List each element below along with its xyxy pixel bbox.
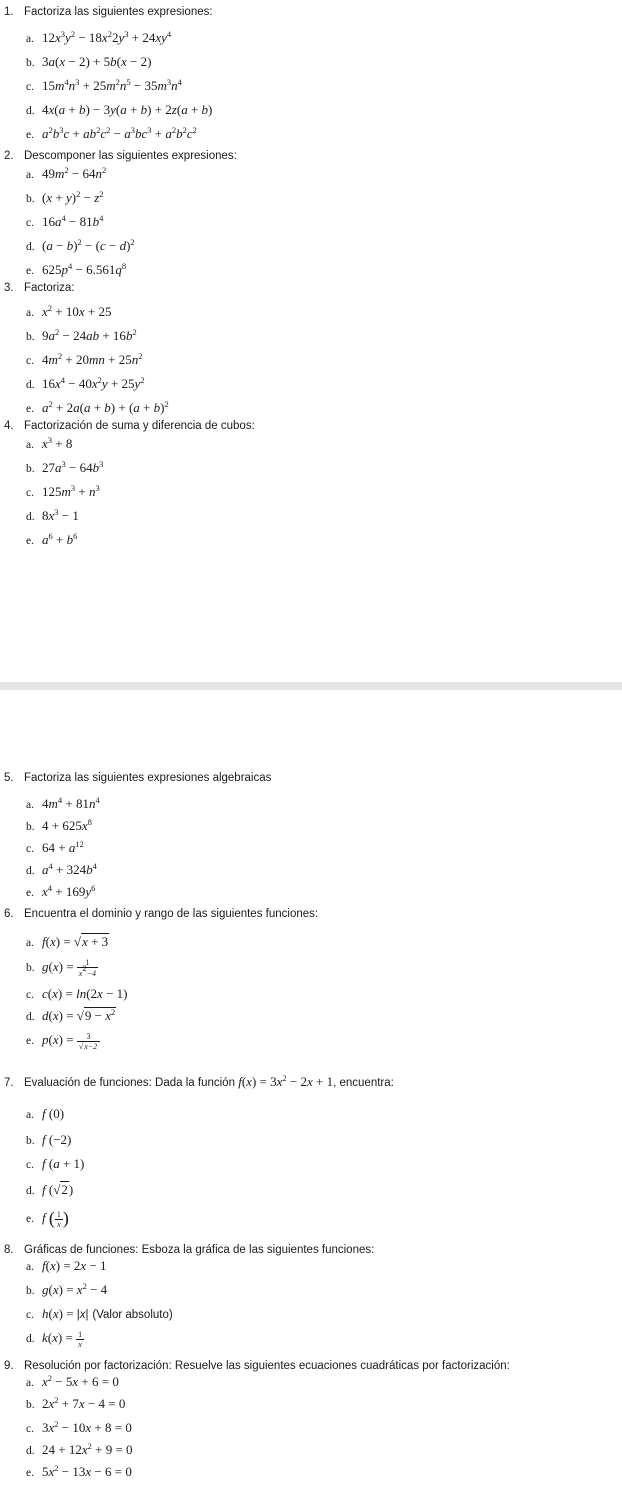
math-expression: f (0) (42, 1106, 65, 1121)
question-number: 1. (4, 6, 14, 18)
list-item: c. $64 + a^{12}$ (26, 839, 84, 855)
math-expression: 4x(a + b) − 3y(a + b) + 2z(a + b) (42, 102, 213, 117)
list-item: a. f(x) = 2x − 1 (26, 1258, 107, 1273)
math-expression: f (−2) (42, 1132, 72, 1147)
math-expression: $27a^3 - 64b^3$ (42, 459, 104, 475)
math-expression: f ( $\frac{1}{x}$ ) (42, 1208, 69, 1229)
math-expression: $2x^2 + 7x - 4 = 0$ (42, 1395, 126, 1411)
list-item: b. $(x + y)^2 - z^2$ (26, 189, 104, 205)
question-4-heading (4, 420, 255, 432)
list-item: d. 4x(a + b) − 3y(a + b) + 2z(a + b) (26, 102, 213, 117)
math-expression: $a^6 + b^6$ (42, 531, 78, 547)
question-title: Evaluación de funciones: Dada la función (24, 1077, 235, 1089)
math-expression: $625p^4 - 6.561q^8$ (42, 261, 127, 277)
list-item: c. $125m^3 + n^3$ (26, 483, 100, 499)
question-9-heading (4, 1360, 510, 1372)
math-expression: $9a^2 - 24ab + 16b^2$ (42, 327, 137, 343)
question-number: 8. (4, 1244, 14, 1256)
math-expression: $8x^3 - 1$ (42, 507, 79, 523)
math-expression: $64 + a^{12}$ (42, 839, 84, 855)
list-item: c. $15m^4n^3 + 25m^2n^5 - 35m^3n^4$ (26, 77, 182, 93)
math-expression: $5x^2 - 13x - 6 = 0$ (42, 1463, 132, 1479)
list-item: d. $8x^3 - 1$ (26, 507, 79, 523)
list-item: d. $24 + 12x^2 + 9 = 0$ (26, 1441, 133, 1457)
list-item: b. $27a^3 - 64b^3$ (26, 459, 104, 475)
question-title: Descomponer las siguientes expresiones: (24, 150, 237, 162)
question-title: Factorización de suma y diferencia de cubos: (24, 420, 255, 432)
page-separator (0, 682, 622, 690)
page-2 (0, 690, 622, 1486)
list-item: e. $a^6 + b^6$ (26, 531, 78, 547)
list-item: c. $3x^2 - 10x + 8 = 0$ (26, 1419, 132, 1435)
math-expression: $a^2 + 2a(a + b) + (a + b)^2$ (42, 399, 169, 415)
math-expression: f(x) = 2x − 1 (42, 1258, 107, 1273)
question-6-heading (4, 908, 318, 920)
question-8-heading (4, 1244, 374, 1256)
question-number: 2. (4, 150, 14, 162)
note: (Valor absoluto) (92, 1309, 173, 1321)
question-number: 7. (4, 1077, 14, 1089)
list-item: a. $x^2 - 5x + 6 = 0$ (26, 1373, 119, 1389)
math-expression: $15m^4n^3 + 25m^2n^5 - 35m^3n^4$ (42, 77, 182, 93)
math-expression: $x^2 - 5x + 6 = 0$ (42, 1373, 119, 1389)
list-item: a. $12x^3y^2 - 18x^22y^3 + 24xy^4$ (26, 29, 172, 45)
list-item: b. $4 + 625x^8$ (26, 817, 92, 833)
math-expression: $f(x) = 3x^2 - 2x + 1$ (238, 1073, 334, 1089)
math-expression: f(x) = √x + 3 (42, 934, 109, 949)
list-item: e. $a^2 + 2a(a + b) + (a + b)^2$ (26, 399, 169, 415)
list-item: a. $x^3 + 8$ (26, 435, 73, 451)
math-expression: $(a - b)^2 - (c - d)^2$ (42, 237, 135, 253)
list-item: a. $49m^2 - 64n^2$ (26, 165, 107, 181)
list-item: a. f (0) (26, 1106, 65, 1121)
math-expression: 3a(x − 2) + 5b(x − 2) (42, 54, 152, 69)
math-expression: c(x) = ln(2x − 1) (42, 986, 128, 1001)
list-item: b. $g(x) = x^2 - 4$ (26, 1281, 108, 1297)
list-item: c. $16a^4 - 81b^4$ (26, 213, 104, 229)
list-item: b. f (−2) (26, 1132, 72, 1147)
math-expression: $3x^2 - 10x + 8 = 0$ (42, 1419, 132, 1435)
question-title: Factoriza las siguientes expresiones algebraicas (24, 772, 272, 784)
list-item: a. f(x) = √x + 3 (26, 934, 109, 949)
math-expression: $x^4 + 169y^6$ (42, 883, 96, 899)
list-item: d. f (√2) (26, 1182, 74, 1197)
math-expression: p(x) = $\frac{3}{√x-2}$ (42, 1032, 100, 1047)
list-item: d. $(a - b)^2 - (c - d)^2$ (26, 237, 135, 253)
list-item: c. $4m^2 + 20mn + 25n^2$ (26, 351, 143, 367)
question-1-heading (4, 6, 213, 18)
math-expression: $49m^2 - 64n^2$ (42, 165, 107, 181)
math-expression: $4 + 625x^8$ (42, 817, 92, 833)
math-expression: $x^2 + 10x + 25$ (42, 303, 112, 319)
math-expression: $a^2b^3c + ab^2c^2 - a^3bc^3 + a^2b^2c^2$ (42, 125, 197, 141)
question-7-heading: 7. Evaluación de funciones: Dada la función $f(x) = 3x^2 - 2x + 1$, encuentra: (4, 1073, 394, 1089)
list-item: e. $625p^4 - 6.561q^8$ (26, 261, 127, 277)
list-item: d. k(x) = $\frac{1}{x}$ (26, 1330, 83, 1349)
math-expression: $(x + y)^2 - z^2$ (42, 189, 104, 205)
math-expression: $16a^4 - 81b^4$ (42, 213, 104, 229)
math-expression: $d(x) = √9 - x^2$ (42, 1007, 116, 1023)
math-expression: $x^3 + 8$ (42, 435, 73, 451)
math-expression: $4m^2 + 20mn + 25n^2$ (42, 351, 143, 367)
question-title: Encuentra el dominio y rango de las siguientes funciones: (24, 908, 319, 920)
list-item: b. $2x^2 + 7x - 4 = 0$ (26, 1395, 126, 1411)
math-expression: g(x) = $\frac{1}{x^2-4}$ (42, 958, 97, 978)
list-item: b. g(x) = $\frac{1}{x^2-4}$ (26, 958, 97, 978)
question-title: Resolución por factorización: Resuelve las siguientes ecuaciones cuadráticas por factorización: (24, 1360, 510, 1372)
list-item: c. h(x) = |x| (Valor absoluto) (26, 1306, 173, 1321)
question-2-heading (4, 150, 237, 162)
list-item: c. c(x) = ln(2x − 1) (26, 986, 128, 1001)
list-item: e. $x^4 + 169y^6$ (26, 883, 96, 899)
math-expression: $16x^4 - 40x^2y + 25y^2$ (42, 375, 145, 391)
question-number: 5. (4, 772, 14, 784)
math-expression: $a^4 + 324b^4$ (42, 861, 97, 877)
question-number: 4. (4, 420, 14, 432)
math-expression: h(x) = |x| (42, 1306, 89, 1321)
math-expression: f (a + 1) (42, 1156, 85, 1171)
list-item: b. $9a^2 - 24ab + 16b^2$ (26, 327, 137, 343)
list-item: d. $a^4 + 324b^4$ (26, 861, 97, 877)
list-item: a. $4m^4 + 81n^4$ (26, 795, 100, 811)
question-title: Gráficas de funciones: Esboza la gráfica de las siguientes funciones: (24, 1244, 375, 1256)
math-expression: $12x^3y^2 - 18x^22y^3 + 24xy^4$ (42, 29, 172, 45)
math-expression: k(x) = $\frac{1}{x}$ (42, 1330, 83, 1349)
page-1 (0, 0, 622, 682)
question-title: Factoriza: (24, 282, 75, 294)
question-title: Factoriza las siguientes expresiones: (24, 6, 213, 18)
question-5-heading (4, 772, 271, 784)
list-item: c. f (a + 1) (26, 1156, 85, 1171)
math-expression: $4m^4 + 81n^4$ (42, 795, 100, 811)
list-item: a. $x^2 + 10x + 25$ (26, 303, 112, 319)
list-item: d. $16x^4 - 40x^2y + 25y^2$ (26, 375, 145, 391)
list-item: b. 3a(x − 2) + 5b(x − 2) (26, 54, 152, 69)
math-expression: $125m^3 + n^3$ (42, 483, 100, 499)
question-number: 9. (4, 1360, 14, 1372)
list-item: d. $d(x) = √9 - x^2$ (26, 1007, 116, 1023)
question-number: 6. (4, 908, 14, 920)
question-number: 3. (4, 282, 14, 294)
math-expression: f (√2) (42, 1182, 74, 1197)
list-item: e. $a^2b^3c + ab^2c^2 - a^3bc^3 + a^2b^2c^2$ (26, 125, 197, 141)
question-3-heading (4, 282, 75, 294)
math-expression: $g(x) = x^2 - 4$ (42, 1281, 108, 1297)
list-item: e. f ( $\frac{1}{x}$ ) (26, 1208, 69, 1229)
math-expression: $24 + 12x^2 + 9 = 0$ (42, 1441, 133, 1457)
list-item: e. p(x) = $\frac{3}{√x-2}$ (26, 1032, 100, 1051)
list-item: e. $5x^2 - 13x - 6 = 0$ (26, 1463, 132, 1479)
